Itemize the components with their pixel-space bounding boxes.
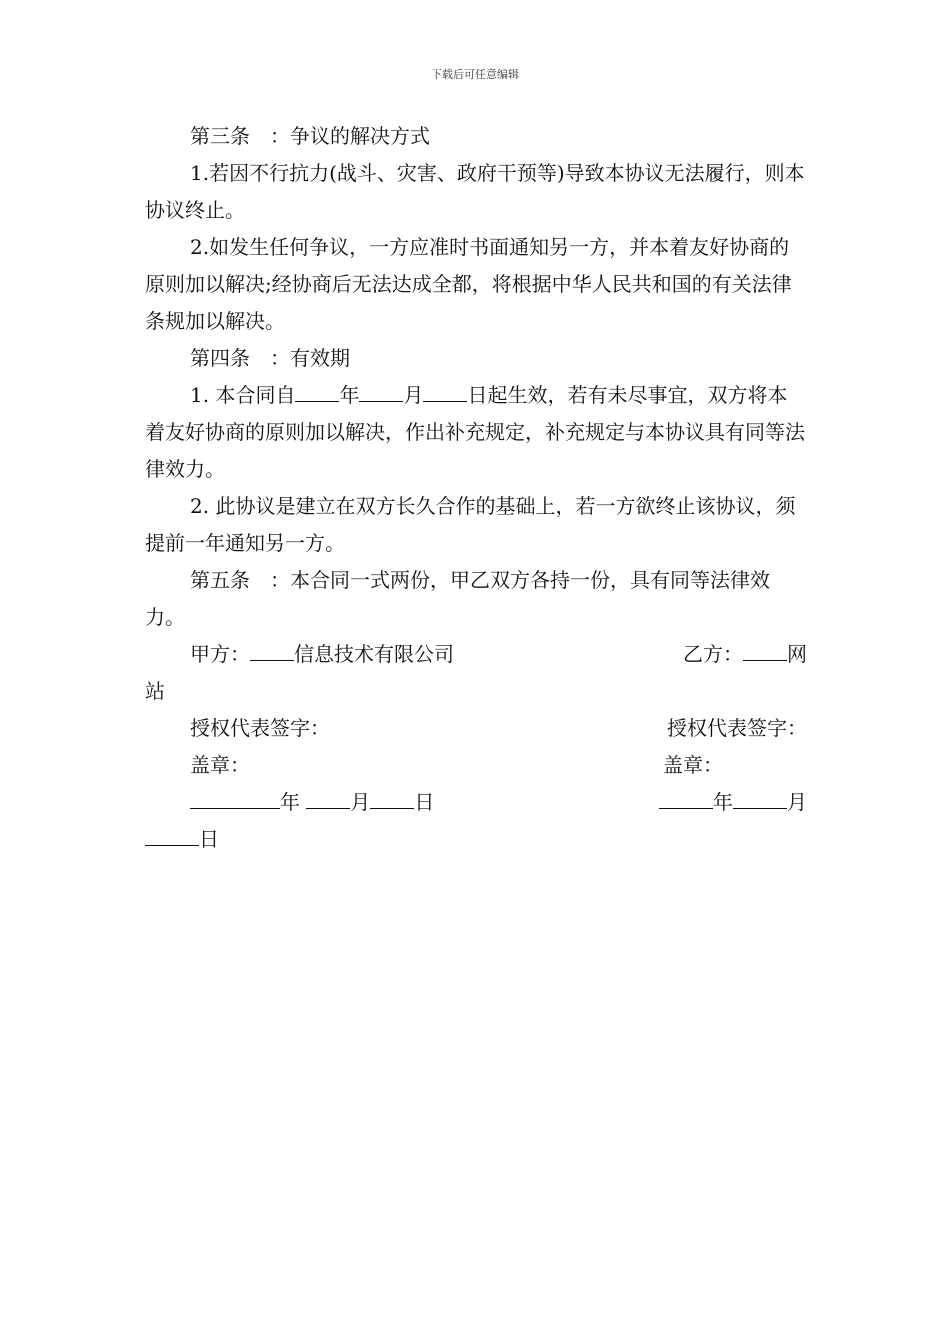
party-b-name-cont: 站: [145, 679, 165, 703]
date-a: [190, 784, 434, 821]
blank-date-b-year: [659, 784, 713, 809]
party-a-label: 甲方：: [190, 642, 250, 666]
blank-date-b-day: [145, 821, 199, 846]
seal-row: [145, 747, 807, 784]
month-label: 月: [403, 383, 424, 407]
seal-label-a: 盖章：: [190, 753, 250, 777]
party-a: [190, 636, 454, 673]
party-b: [683, 636, 807, 673]
blank-date-b-month: [733, 784, 787, 809]
article-3-heading: 第三条 ：争议的解决方式: [190, 124, 430, 148]
blank-month: [359, 377, 403, 402]
party-row: [145, 636, 807, 673]
party-b-label: 乙方：: [683, 642, 743, 666]
blank-party-a: [250, 636, 294, 661]
article-4-clause-1: [145, 377, 807, 488]
clause-prefix: 1. 本合同自: [190, 383, 296, 407]
year-label: 年: [339, 383, 360, 407]
date-b-month: 月: [787, 790, 807, 814]
sign-row: [145, 710, 807, 747]
party-b-name-1: 网: [787, 642, 807, 666]
article-3-clause-1: 1.若因不行抗力(战斗、灾害、政府干预等)导致本协议无法履行，则本协议终止。: [145, 161, 805, 222]
blank-date-a-day: [370, 784, 414, 809]
blank-party-b: [743, 636, 787, 661]
clause-rest: 日起生效，若有未尽事宜，双方将本着友好协商的原则加以解决，作出补充规定，补充规定与本协议具有同等法律效力。: [145, 383, 805, 481]
party-a-name: 信息技术有限公司: [294, 642, 454, 666]
blank-year: [295, 377, 339, 402]
page-header: 下载后可任意编辑: [431, 68, 519, 81]
document-body: [145, 118, 807, 858]
seal-label-b: 盖章：: [663, 753, 723, 777]
date-b-day: 日: [199, 827, 219, 851]
blank-day: [423, 377, 467, 402]
article-4-clause-2: 2. 此协议是建立在双方长久合作的基础上，若一方欲终止该协议，须提前一年通知另一方。: [145, 494, 796, 555]
sign-label-a: 授权代表签字：: [190, 716, 330, 740]
date-a-month: 月: [350, 790, 371, 814]
article-3-clause-2: 2.如发生任何争议，一方应准时书面通知另一方，并本着友好协商的原则加以解决;经协商后无法达成全都，将根据中华人民共和国的有关法律条规加以解决。: [145, 235, 792, 333]
blank-date-a-month: [306, 784, 350, 809]
date-b-day-line: [145, 821, 807, 858]
article-5-text: 第五条 ：本合同一式两份，甲乙双方各持一份，具有同等法律效力。: [145, 568, 770, 629]
blank-date-a-year: [190, 784, 280, 809]
date-a-day: 日: [414, 790, 435, 814]
date-b-year: 年: [713, 790, 733, 814]
article-4-heading: 第四条 ：有效期: [190, 346, 350, 370]
date-b: [659, 784, 807, 821]
sign-label-b: 授权代表签字：: [667, 716, 807, 740]
date-row: [145, 784, 807, 821]
date-a-year: 年: [280, 790, 300, 814]
